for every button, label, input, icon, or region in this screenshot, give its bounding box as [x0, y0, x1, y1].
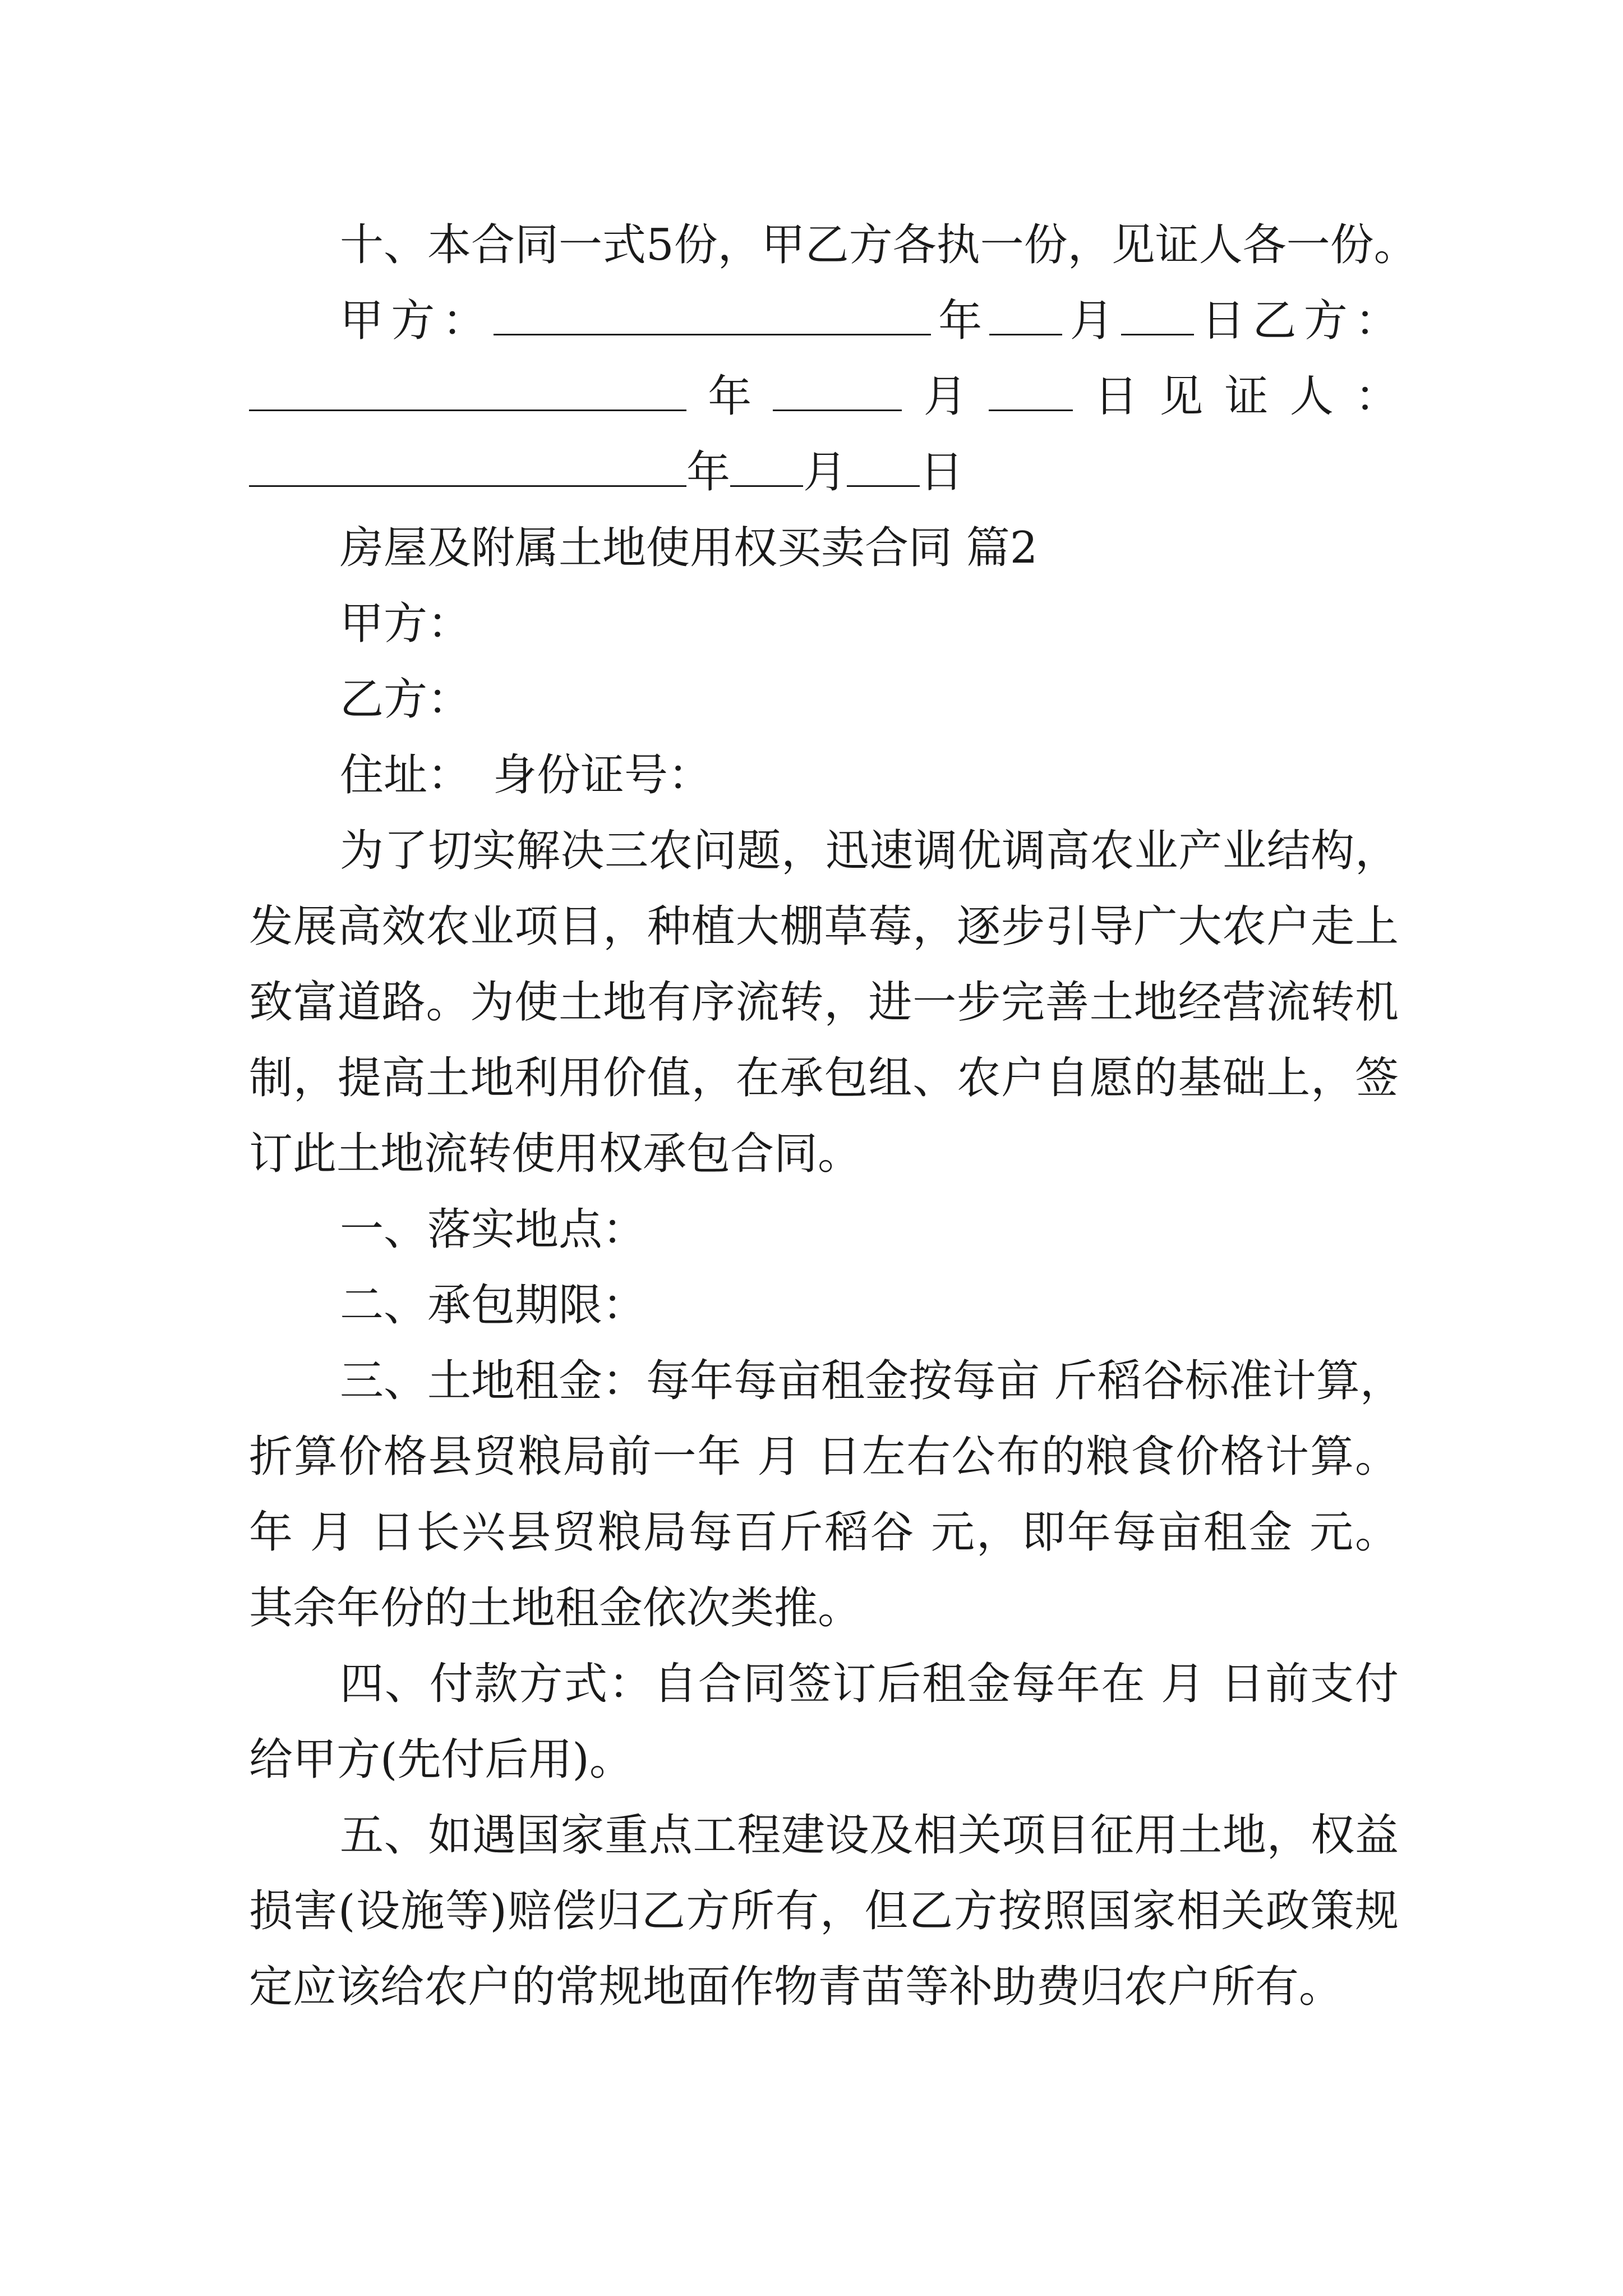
month-blank[interactable]	[989, 297, 1062, 335]
item-3-rent-line: 三、土地租金：每年每亩租金按每亩 斤稻谷标准计算，	[340, 1356, 1404, 1406]
preamble-line: 致富道路。为使土地有序流转，进一步完善土地经营流转机	[249, 977, 1399, 1028]
year-label: 年	[686, 447, 731, 498]
item-3-rent-line: 折算价格县贸粮局前一年 月 日左右公布的粮食价格计算。	[249, 1432, 1399, 1482]
item-2-term: 二、承包期限：	[340, 1280, 647, 1331]
day-witness-label: 日见证人：	[1072, 371, 1399, 422]
day-party-b-label: 日乙方：	[1193, 296, 1399, 346]
preamble-line: 订此土地流转使用权承包合同。	[249, 1129, 862, 1179]
preamble-line: 为了切实解决三农问题，迅速调优调高农业产业结构，	[340, 826, 1399, 876]
day-blank[interactable]	[1121, 297, 1194, 335]
item-3-rent-line: 其余年份的土地租金依次类推。	[249, 1583, 862, 1634]
item-1-location: 一、落实地点：	[340, 1204, 647, 1255]
day-blank[interactable]	[847, 448, 920, 487]
item-5-compensation-line: 定应该给农户的常规地面作物青苗等补助费归农户所有。	[249, 1962, 1343, 2012]
item-4-payment-line: 四、付款方式：自合同签订后租金每年在 月 日前支付	[340, 1659, 1399, 1709]
month-blank[interactable]	[773, 372, 902, 411]
item-5-compensation-line: 损害(设施等)赔偿归乙方所有，但乙方按照国家相关政策规	[249, 1886, 1399, 1936]
preamble-line: 制，提高土地利用价值，在承包组、农户自愿的基础上，签	[249, 1053, 1399, 1103]
witness-signature-blank[interactable]	[249, 448, 686, 487]
item-5-compensation-line: 五、如遇国家重点工程建设及相关项目征用土地，权益	[340, 1810, 1399, 1861]
signature-line-2	[249, 367, 1399, 426]
month-label: 月	[1062, 296, 1121, 346]
month-label: 月	[902, 371, 989, 422]
party-b-line: 乙方：	[340, 674, 472, 725]
day-label: 日	[920, 447, 964, 498]
party-a-label: 甲方：	[340, 296, 494, 346]
month-blank[interactable]	[730, 448, 803, 487]
section-title: 房屋及附属土地使用权买卖合同 篇2	[340, 523, 1038, 573]
address-id-line: 住址： 身份证号：	[340, 750, 712, 800]
article-10: 十、本合同一式5份，甲乙方各执一份，见证人各一份。	[340, 220, 1418, 270]
party-a-line: 甲方：	[340, 599, 472, 649]
signature-line-1	[340, 292, 1399, 350]
preamble-line: 发展高效农业项目，种植大棚草莓，逐步引导广大农户走上	[249, 901, 1399, 952]
item-4-payment-line: 给甲方(先付后用)。	[249, 1734, 633, 1785]
month-label: 月	[803, 447, 847, 498]
year-label: 年	[930, 296, 990, 346]
year-label: 年	[686, 371, 773, 422]
signature-line-3	[249, 443, 1399, 501]
day-blank[interactable]	[989, 372, 1073, 411]
item-3-rent-line: 年 月 日长兴县贸粮局每百斤稻谷 元，即年每亩租金 元。	[249, 1507, 1399, 1558]
party-b-signature-blank[interactable]	[249, 372, 686, 411]
party-a-signature-blank[interactable]	[494, 297, 931, 335]
